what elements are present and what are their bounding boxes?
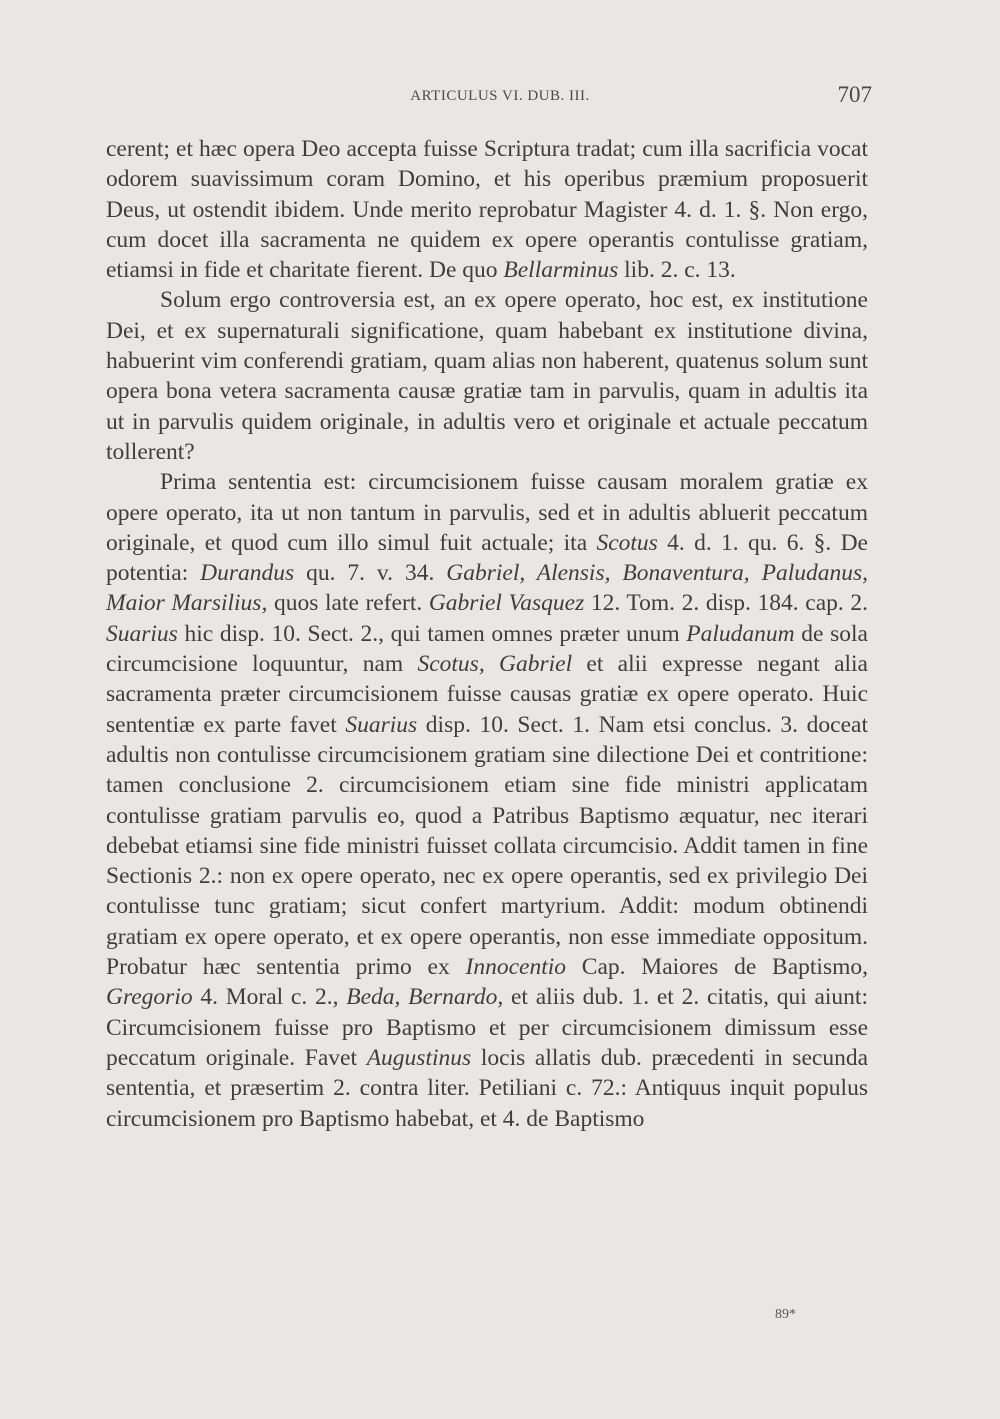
body-text: [106, 134, 868, 1134]
text-run: qu. 7. v. 34.: [294, 560, 447, 587]
text-run: de sola circumcisione loquuntur, nam: [106, 620, 868, 678]
text-run: quos late refert.: [267, 590, 429, 617]
text-run: disp. 10. Sect. 1. Nam etsi conclus. 3. doceat adultis non contulisse circumcisionem gratiam sine dilectione Dei et contritione: tamen conclusione 2. circumcisionem etiam sine fide ministri applicatam contulisse gratiam parvulis eo, quod a Patribus Baptismo æquatur, nec iterari debebat etiamsi sine fide ministri fuisset collata circumcisio. Addit tamen in fine Sectionis 2.: non ex opere operato, nec ex opere operantis, sed ex privilegio Dei contulisse tunc gratiam; sicut confert martyrium. Addit: modum obtinendi gratiam ex opere operato, et ex opere operantis, non esse immediate oppositum. Probatur hæc sententia primo ex: [106, 711, 868, 981]
text-run: locis allatis dub. præcedenti in secunda sententia, et præsertim 2. contra liter. Petiliani c. 72.: Antiquus inquit populus circumcisionem pro Baptismo habebat, et 4. de Baptismo: [106, 1044, 868, 1132]
running-head: [0, 82, 1000, 112]
italic-citation: Beda, Bernardo,: [346, 984, 504, 1011]
text-run: Cap. Maiores de Baptismo,: [566, 954, 868, 981]
paragraph: [106, 285, 868, 467]
italic-citation: Scotus: [596, 529, 658, 556]
italic-citation: Paludanum: [686, 620, 795, 647]
text-run: Prima sententia est: circumcisionem fuisse causam moralem gratiæ ex opere operato, ita ut non tantum in parvulis, sed et in adultis abluerit peccatum originale, et quod cum illo simul fuit actuale; ita: [106, 469, 868, 556]
text-run: 12. Tom. 2. disp. 184. cap. 2.: [584, 590, 868, 617]
italic-citation: Scotus, Gabriel: [417, 651, 573, 678]
text-run: hic disp. 10. Sect. 2., qui tamen omnes præter unum: [177, 620, 687, 647]
italic-citation: Durandus: [200, 560, 295, 587]
signature-mark: 89*: [775, 1307, 796, 1322]
italic-citation: Gregorio: [106, 984, 193, 1011]
text-run: et aliis dub. 1. et 2. citatis, qui aiunt: Circumcisionem fuisse pro Baptismo et per circumcisionem dimissum esse peccatum originale. Favet: [106, 984, 868, 1071]
paragraph: [106, 134, 868, 285]
text-run: 4. Moral c. 2.,: [192, 984, 347, 1011]
page-number: 707: [837, 82, 872, 107]
text-run: 4. d. 1. qu. 6. §. De potentia:: [106, 529, 868, 587]
italic-citation: Gabriel Vasquez: [428, 590, 585, 617]
text-run: et alii expresse negant alia sacramenta præter circumcisionem fuisse causas gratiæ ex opere operato. Huic sententiæ ex parte favet: [106, 651, 868, 738]
running-title: ARTICULUS VI. DUB. III.: [410, 88, 590, 104]
italic-citation: Augustinus: [366, 1044, 472, 1071]
italic-citation: Innocentio: [465, 954, 567, 981]
text-run: lib. 2. c. 13.: [618, 257, 736, 284]
text-run: Solum ergo controversia est, an ex opere operato, hoc est, ex institutione Dei, et ex supernaturali significatione, quam habebant ex institutione divina, habuerint vim conferendi gratiam, quam alias non haberent, quatenus solum sunt opera bona vetera sacramenta causæ gratiæ tam in parvulis, quam in adultis ita ut in parvulis quidem originale, in adultis vero et originale et actuale peccatum tollerent?: [106, 287, 868, 465]
paragraph: [106, 467, 868, 1134]
italic-citation: Suarius: [106, 620, 178, 647]
text-run: cerent; et hæc opera Deo accepta fuisse Scriptura tradat; cum illa sacrificia vocat odorem suavissimum coram Domino, et his operibus præmium proposuerit Deus, ut ostendit ibidem. Unde merito reprobatur Magister 4. d. 1. §. Non ergo, cum docet illa sacramenta ne quidem ex opere operantis contulisse gratiam, etiamsi in fide et charitate fierent. De quo: [106, 136, 868, 284]
italic-citation: Gabriel, Alensis, Bonaventura, Paludanus, Maior Marsilius,: [106, 560, 868, 617]
italic-citation: Suarius: [345, 711, 418, 738]
italic-citation: Bellarminus: [503, 257, 619, 284]
